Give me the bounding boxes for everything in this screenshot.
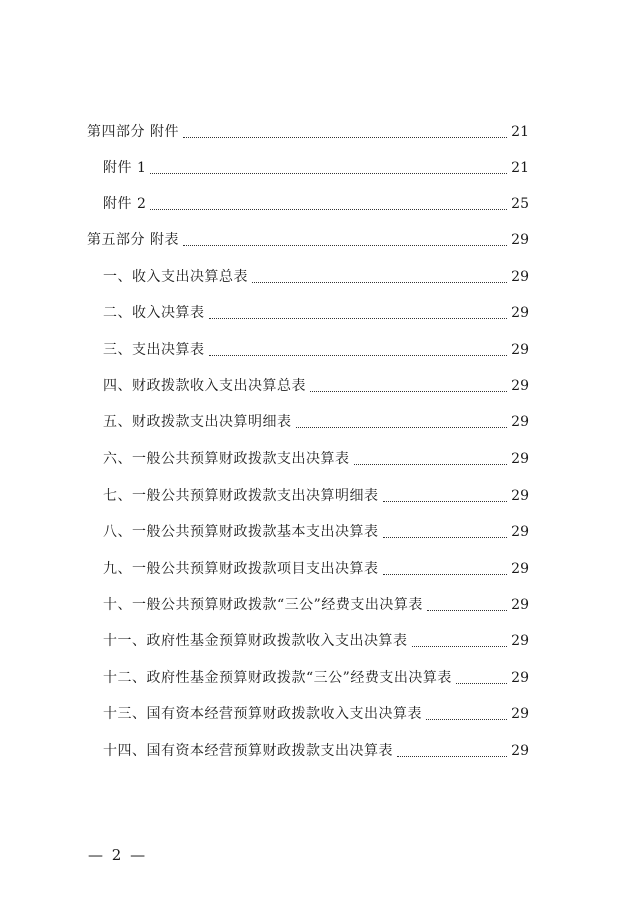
toc-entry[interactable]	[0, 121, 640, 143]
toc-dot-leader	[383, 574, 508, 575]
toc-entry-label: 七、一般公共预算财政拨款支出决算明细表	[103, 488, 379, 504]
toc-entry-label: 十四、国有资本经营预算财政拨款支出决算表	[103, 743, 393, 759]
toc-entry[interactable]	[0, 485, 640, 507]
toc-entry-label: 二、收入决算表	[103, 305, 205, 321]
toc-entry-page: 25	[511, 196, 529, 212]
toc-dot-leader	[354, 464, 508, 465]
toc-entry-label: 六、一般公共预算财政拨款支出决算表	[103, 451, 350, 467]
toc-dot-leader	[456, 683, 507, 684]
toc-entry-page: 29	[511, 524, 529, 540]
toc-entry-label: 十、一般公共预算财政拨款“三公”经费支出决算表	[103, 597, 423, 613]
toc-entry[interactable]	[0, 375, 640, 397]
toc-entry[interactable]	[0, 448, 640, 470]
toc-entry-label: 四、财政拨款收入支出决算总表	[103, 378, 306, 394]
toc-entry-page: 29	[511, 561, 529, 577]
toc-dot-leader	[397, 756, 507, 757]
toc-entry[interactable]	[0, 703, 640, 725]
toc-dot-leader	[426, 719, 507, 720]
toc-entry-label: 附件 2	[103, 196, 147, 212]
toc-dot-leader	[150, 173, 507, 174]
toc-dot-leader	[427, 610, 507, 611]
page-number: — 2 —	[88, 846, 148, 864]
toc-entry-page: 29	[511, 232, 529, 248]
toc-dot-leader	[383, 537, 508, 538]
toc-entry[interactable]	[0, 193, 640, 215]
toc-entry-label: 九、一般公共预算财政拨款项目支出决算表	[103, 561, 379, 577]
toc-entry-label: 五、财政拨款支出决算明细表	[103, 414, 292, 430]
toc-entry-page: 29	[511, 743, 529, 759]
toc-dot-leader	[209, 318, 508, 319]
toc-dot-leader	[310, 391, 507, 392]
toc-entry-label: 附件 1	[103, 160, 147, 176]
toc-entry[interactable]	[0, 302, 640, 324]
toc-dot-leader	[296, 427, 508, 428]
toc-entry-page: 21	[511, 124, 529, 140]
toc-entry-label: 三、支出决算表	[103, 342, 205, 358]
toc-entry-page: 29	[511, 597, 529, 613]
toc-entry-page: 29	[511, 706, 529, 722]
toc-dot-leader	[183, 245, 507, 246]
toc-entry-label: 一、收入支出决算总表	[103, 269, 248, 285]
toc-entry-page: 21	[511, 160, 529, 176]
toc-entry-label: 第四部分 附件	[87, 124, 179, 140]
toc-entry-page: 29	[511, 342, 529, 358]
toc-dot-leader	[150, 209, 507, 210]
toc-entry-page: 29	[511, 269, 529, 285]
toc-dot-leader	[412, 646, 508, 647]
toc-entry-page: 29	[511, 305, 529, 321]
toc-entry[interactable]	[0, 411, 640, 433]
toc-entry-label: 十二、政府性基金预算财政拨款“三公”经费支出决算表	[103, 670, 452, 686]
toc-dot-leader	[383, 501, 508, 502]
toc-entry[interactable]	[0, 594, 640, 616]
toc-entry[interactable]	[0, 229, 640, 251]
toc-entry[interactable]	[0, 521, 640, 543]
toc-entry[interactable]	[0, 339, 640, 361]
toc-entry[interactable]	[0, 630, 640, 652]
toc-entry[interactable]	[0, 558, 640, 580]
toc-entry[interactable]	[0, 740, 640, 762]
toc-dot-leader	[252, 282, 507, 283]
toc-entry[interactable]	[0, 667, 640, 689]
toc-entry-page: 29	[511, 670, 529, 686]
toc-entry-label: 八、一般公共预算财政拨款基本支出决算表	[103, 524, 379, 540]
toc-dot-leader	[183, 137, 507, 138]
toc-entry-page: 29	[511, 378, 529, 394]
toc-entry-label: 十一、政府性基金预算财政拨款收入支出决算表	[103, 633, 408, 649]
toc-entry-page: 29	[511, 488, 529, 504]
toc-entry[interactable]	[0, 266, 640, 288]
toc-entry[interactable]	[0, 157, 640, 179]
toc-dot-leader	[209, 355, 508, 356]
toc-entry-page: 29	[511, 414, 529, 430]
toc-entry-page: 29	[511, 633, 529, 649]
toc-entry-label: 十三、国有资本经营预算财政拨款收入支出决算表	[103, 706, 422, 722]
toc-entry-page: 29	[511, 451, 529, 467]
toc-entry-label: 第五部分 附表	[87, 232, 179, 248]
